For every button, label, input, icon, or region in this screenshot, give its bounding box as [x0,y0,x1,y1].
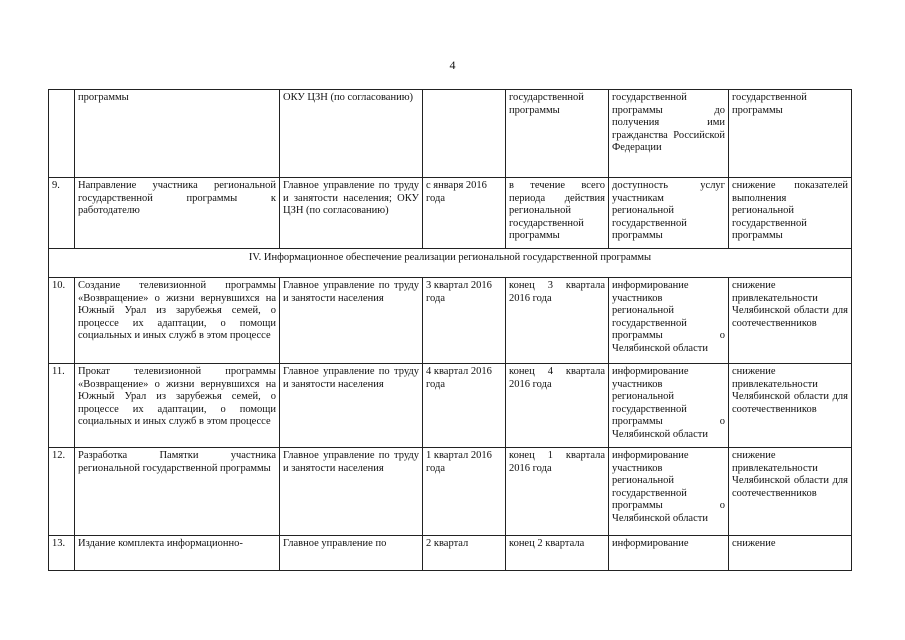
cell-period: конец 2 квартала [506,536,609,571]
table-row [49,278,852,364]
cell-period: в течение всего периода действия региональной государственной программы [506,178,609,249]
table-row [49,178,852,249]
cell-executor: Главное управление по [280,536,423,571]
cell-consequence: снижение [729,536,852,571]
cell-term [423,90,506,178]
cell-executor: ОКУ ЦЗН (по согласованию) [280,90,423,178]
cell-number: 9. [49,178,75,249]
cell-result: доступность услуг участникам региональной государственной программы [609,178,729,249]
cell-number: 11. [49,364,75,448]
cell-term: 3 квартал 2016 года [423,278,506,364]
table-row [49,364,852,448]
cell-number [49,90,75,178]
cell-measure-name: Разработка Памятки участника региональной государственной программы [75,448,280,536]
cell-period: конец 3 квартала 2016 года [506,278,609,364]
cell-executor: Главное управление по труду и занятости населения [280,448,423,536]
cell-measure-name: Издание комплекта информационно- [75,536,280,571]
cell-result: информирование участников региональной государственной программы о Челябинской области [609,278,729,364]
table-row [49,90,852,178]
cell-result: государственной программы до получения ими гражданства Российской Федерации [609,90,729,178]
cell-consequence: снижение показателей выполнения региональной государственной программы [729,178,852,249]
cell-measure-name: Создание телевизионной программы «Возвращение» о жизни вернувшихся на Южный Урал из зарубежья семей, о процессе их адаптации, о помощи социальных и иных служб в этом процессе [75,278,280,364]
table-row [49,448,852,536]
cell-term: с января 2016 года [423,178,506,249]
cell-consequence: снижение привлекательности Челябинской области для соотечественников [729,278,852,364]
cell-term: 2 квартал [423,536,506,571]
cell-consequence: снижение привлекательности Челябинской области для соотечественников [729,448,852,536]
page-number: 4 [449,58,456,72]
cell-result: информирование участников региональной государственной программы о Челябинской области [609,448,729,536]
cell-consequence: снижение привлекательности Челябинской области для соотечественников [729,364,852,448]
cell-term: 1 квартал 2016 года [423,448,506,536]
section-header-row [49,249,852,278]
cell-result: информирование [609,536,729,571]
cell-measure-name: программы [75,90,280,178]
cell-executor: Главное управление по труду и занятости населения [280,364,423,448]
cell-result: информирование участников региональной государственной программы о Челябинской области [609,364,729,448]
table-row [49,536,852,571]
cell-measure-name: Направление участника региональной государственной программы к работодателю [75,178,280,249]
cell-period: конец 4 квартала 2016 года [506,364,609,448]
measures-table [48,89,852,571]
cell-measure-name: Прокат телевизионной программы «Возвращение» о жизни вернувшихся на Южный Урал из зарубежья семей, о процессе их адаптации, о помощи социальных и иных служб в этом процессе [75,364,280,448]
cell-period: конец 1 квартала 2016 года [506,448,609,536]
cell-executor: Главное управление по труду и занятости населения [280,278,423,364]
cell-number: 12. [49,448,75,536]
cell-period: государственной программы [506,90,609,178]
cell-number: 10. [49,278,75,364]
section-title: IV. Информационное обеспечение реализации региональной государственной программы [49,249,852,278]
cell-term: 4 квартал 2016 года [423,364,506,448]
cell-number: 13. [49,536,75,571]
cell-consequence: государственной программы [729,90,852,178]
cell-executor: Главное управление по труду и занятости населения; ОКУ ЦЗН (по согласованию) [280,178,423,249]
